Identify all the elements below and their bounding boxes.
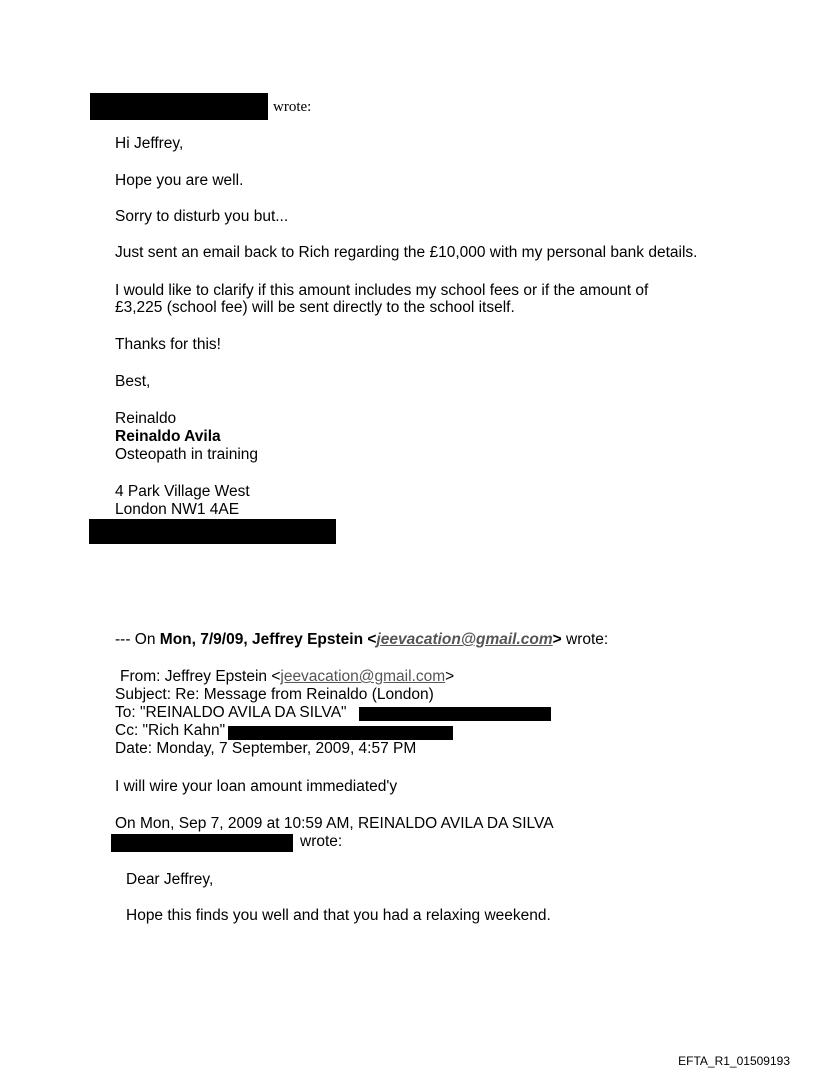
- email-link[interactable]: jeevacation@gmail.com: [376, 631, 553, 648]
- paragraph: Sorry to disturb you but...: [115, 208, 289, 225]
- redaction-block: [359, 707, 551, 721]
- quote-header: [115, 631, 608, 649]
- from-prefix: From: Jeffrey Epstein <: [120, 668, 281, 685]
- quote2-body: Hope this finds you well and that you had a relaxing weekend.: [126, 907, 551, 924]
- signature-title: Osteopath in training: [115, 446, 259, 463]
- signature-first-name: Reinaldo: [115, 410, 177, 427]
- from-header: [120, 668, 454, 686]
- quote2-greeting: Dear Jeffrey,: [126, 871, 214, 888]
- address-line: London NW1 4AE: [115, 501, 240, 518]
- cc-header: Cc: "Rich Kahn": [115, 722, 226, 739]
- reply-body: I will wire your loan amount immediated'y: [115, 778, 398, 795]
- quote-wrote: wrote:: [561, 631, 609, 648]
- paragraph-line: I would like to clarify if this amount includes my school fees or if the amount of: [115, 282, 649, 299]
- subject-header: Subject: Re: Message from Reinaldo (London): [115, 686, 434, 703]
- paragraph-line: £3,225 (school fee) will be sent directly to the school itself.: [115, 299, 515, 316]
- document-id: EFTA_R1_01509193: [678, 1054, 790, 1068]
- quote-prefix: --- On: [115, 631, 160, 648]
- wrote-label: wrote:: [273, 99, 312, 115]
- email-link[interactable]: jeevacation@gmail.com: [280, 668, 446, 685]
- date-header: Date: Monday, 7 September, 2009, 4:57 PM: [115, 740, 417, 757]
- signature-full-name: Reinaldo Avila: [115, 428, 221, 445]
- paragraph: Hope you are well.: [115, 172, 244, 189]
- greeting: Hi Jeffrey,: [115, 135, 184, 152]
- quote2-header: On Mon, Sep 7, 2009 at 10:59 AM, REINALDO AVILA DA SILVA: [115, 815, 554, 832]
- paragraph: Just sent an email back to Rich regarding the £10,000 with my personal bank details.: [115, 244, 698, 261]
- redaction-block: [90, 93, 268, 120]
- address-line: 4 Park Village West: [115, 483, 250, 500]
- from-suffix: >: [445, 668, 455, 685]
- quote-bracket: >: [552, 631, 562, 648]
- closing-line: Best,: [115, 373, 151, 390]
- to-header: To: "REINALDO AVILA DA SILVA": [115, 704, 347, 721]
- thanks-line: Thanks for this!: [115, 336, 221, 353]
- redaction-block: [89, 519, 336, 544]
- redaction-block: [228, 726, 453, 740]
- quote-date: Mon, 7/9/09, Jeffrey Epstein <: [159, 631, 377, 648]
- quote2-wrote: wrote:: [300, 833, 343, 850]
- redaction-block: [111, 834, 293, 852]
